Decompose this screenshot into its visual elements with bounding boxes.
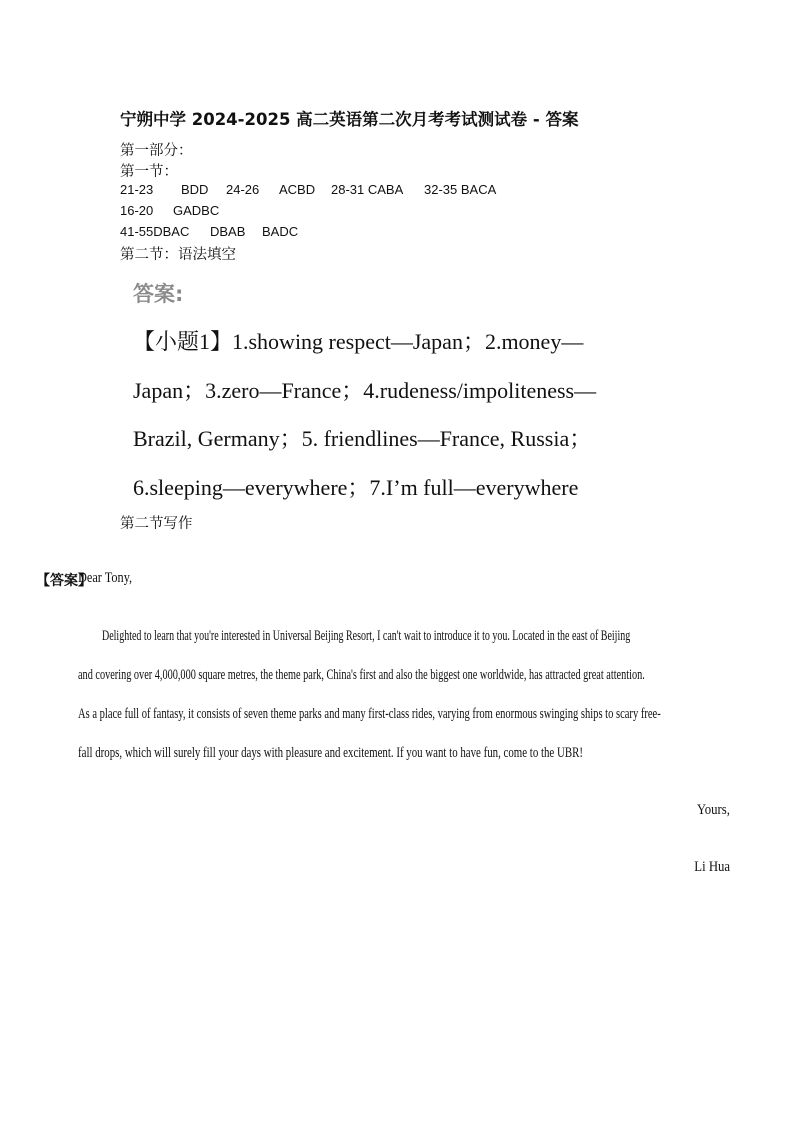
answer-range-keys: 41-55DBAC [120, 224, 190, 239]
essay-closing: Yours, [696, 802, 730, 818]
essay-answer-tag: 【答案】 [36, 573, 92, 589]
answer-range-keys: 32-35 BACA [424, 182, 497, 197]
section2-label: 第二节：语法填空 [120, 247, 236, 263]
answer-keys: GADBC [173, 203, 220, 218]
grammar-answer-line-3: Brazil, Germany；5. friendlines—France, Russia； [133, 426, 592, 451]
answer-keys: BADC [262, 224, 299, 239]
answer-range-keys: 28-31 CABA [331, 182, 404, 197]
answer-range: 24-26 [226, 182, 260, 197]
writing-section-label: 第二节写作 [120, 516, 193, 532]
document-title: 宁朔中学 2024-2025 高二英语第二次月考考试测试卷 - 答案 [120, 110, 579, 129]
part1-label: 第一部分： [120, 143, 193, 159]
answer-keys: BDD [181, 182, 209, 197]
essay-line-1: Delighted to learn that you're interested in Universal Beijing Resort, I can't wait to introduce it to you. Located in the east of Beijing [102, 628, 631, 644]
essay-signature: Li Hua [694, 859, 730, 875]
essay-line-3: As a place full of fantasy, it consists of seven theme parks and many first-class rides, varying from enormous swinging ships to scary free- [78, 706, 661, 722]
section1-label: 第一节： [120, 164, 178, 180]
answer-heading: 答案: [133, 282, 184, 306]
answer-range: 16-20 [120, 203, 154, 218]
answer-keys: ACBD [279, 182, 316, 197]
essay-salutation: Dear Tony, [78, 570, 133, 586]
answer-range: 21-23 [120, 182, 154, 197]
grammar-answer-line-2: Japan；3.zero—France；4.rudeness/impoliteness— [133, 378, 597, 403]
grammar-answer-line-4: 6.sleeping—everywhere；7.I’m full—everywhere [133, 475, 579, 500]
essay-line-4: fall drops, which will surely fill your days with pleasure and excitement. If you want to have fun, come to the UBR! [78, 745, 583, 761]
grammar-answer-line-1: 【小题1】1.showing respect—Japan；2.money— [133, 329, 584, 354]
answer-keys: DBAB [210, 224, 246, 239]
essay-line-2: and covering over 4,000,000 square metres, the theme park, China's first and also the biggest one worldwide, has attracted great attention. [78, 667, 645, 683]
